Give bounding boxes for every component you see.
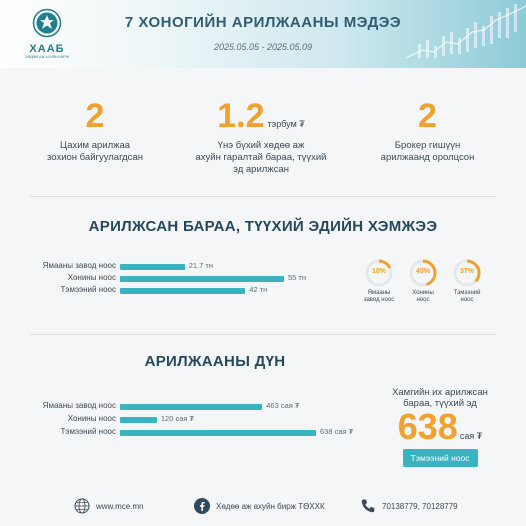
bar-value-label: 638 сая ₮ bbox=[320, 427, 354, 436]
logo-subtitle: ХӨДӨӨ АЖ АХУЙН БИРЖ bbox=[25, 55, 69, 59]
bar bbox=[120, 404, 262, 410]
footer-facebook-text: Хөдөө аж ахуйн бирж ТӨХХК bbox=[216, 501, 325, 511]
amount-section-title: АРИЛЖААНЫ ДҮН bbox=[144, 353, 286, 370]
stat-label-2: арилжаанд оролцсон bbox=[380, 152, 475, 163]
divider bbox=[30, 196, 496, 197]
stat-label-1: Брокер гишүүн bbox=[394, 140, 461, 151]
stat-brokers bbox=[370, 98, 485, 164]
donut-item bbox=[403, 258, 443, 304]
donut-percent-label: 45% bbox=[415, 268, 430, 275]
max-trade-label-1: Хамгийн их арилжсан bbox=[392, 387, 488, 398]
phone-icon bbox=[360, 498, 376, 514]
max-trade-label-2: бараа, түүхий эд bbox=[403, 398, 477, 409]
bar-value-label: 21.7 тн bbox=[188, 261, 213, 270]
date-range: 2025.05.05 - 2025.05.09 bbox=[213, 42, 313, 52]
donut-item bbox=[359, 258, 399, 304]
header-banner bbox=[0, 0, 526, 68]
bar bbox=[120, 264, 185, 270]
bar bbox=[120, 288, 245, 294]
bar bbox=[120, 430, 316, 436]
stat-value: 1.2 bbox=[217, 97, 265, 135]
donut-percent-label: 18% bbox=[371, 268, 386, 275]
bar-category-label: Хонины ноос bbox=[67, 273, 116, 282]
stat-unit: тэрбум ₮ bbox=[267, 119, 305, 129]
bar bbox=[120, 276, 284, 282]
logo-text: ХААБ bbox=[29, 43, 65, 55]
stat-label-1: Үнэ бүхий хөдөө аж bbox=[217, 140, 305, 151]
bar-category-label: Хонины ноос bbox=[67, 414, 116, 423]
donut-percent-label: 37% bbox=[459, 268, 474, 275]
divider bbox=[30, 334, 496, 335]
max-trade-unit: сая ₮ bbox=[459, 431, 483, 441]
stat-label-2: зохион байгуулагдсан bbox=[47, 152, 143, 163]
bar-category-label: Ямааны завод ноос bbox=[42, 261, 116, 270]
bar-value-label: 55 тн bbox=[288, 273, 307, 282]
stat-total-value bbox=[186, 98, 336, 176]
bar-value-label: 42 тн bbox=[249, 285, 268, 294]
logo-icon bbox=[32, 8, 62, 38]
stat-sessions bbox=[40, 98, 150, 164]
stat-value: 2 bbox=[418, 97, 437, 135]
donut-category-label: Ямааны завод ноос bbox=[363, 290, 395, 303]
footer-phone[interactable] bbox=[360, 498, 458, 514]
footer-phone-text: 70138779, 70128779 bbox=[382, 501, 458, 511]
bar-category-label: Тэмээний ноос bbox=[60, 285, 116, 294]
facebook-icon bbox=[194, 498, 210, 514]
footer bbox=[0, 490, 526, 526]
stat-label-3: эд арилжсан bbox=[233, 164, 289, 175]
stat-value: 2 bbox=[85, 97, 105, 135]
footer-website[interactable] bbox=[74, 498, 144, 514]
bar-value-label: 463 сая ₮ bbox=[266, 401, 300, 410]
bar-category-label: Тэмээний ноос bbox=[60, 427, 116, 436]
footer-facebook[interactable] bbox=[194, 498, 325, 514]
max-trade-box bbox=[380, 387, 500, 467]
footer-website-text: www.mce.mn bbox=[96, 501, 144, 511]
globe-icon bbox=[74, 498, 90, 514]
stat-label-1: Цахим арилжаа bbox=[59, 140, 131, 151]
donut-item bbox=[447, 258, 487, 304]
bar-category-label: Ямааны завод ноос bbox=[42, 401, 116, 410]
bar-value-label: 120 сая ₮ bbox=[160, 414, 195, 423]
page-title: 7 ХОНОГИЙН АРИЛЖААНЫ МЭДЭЭ bbox=[124, 14, 402, 31]
stat-label-2: ахуйн гаралтай бараа, түүхий bbox=[195, 152, 327, 163]
max-trade-product-badge: Тэмээний ноос bbox=[403, 449, 478, 467]
bar bbox=[120, 417, 157, 423]
donut-category-label: Хонины ноос bbox=[412, 290, 434, 303]
volume-section-title: АРИЛЖСАН БАРАА, ТҮҮХИЙ ЭДИЙН ХЭМЖЭЭ bbox=[88, 218, 438, 235]
donut-category-label: Тэмээний ноос bbox=[453, 290, 481, 303]
logo bbox=[18, 8, 76, 64]
max-trade-value: 638 bbox=[397, 406, 458, 447]
stock-chart-decoration bbox=[326, 0, 526, 68]
